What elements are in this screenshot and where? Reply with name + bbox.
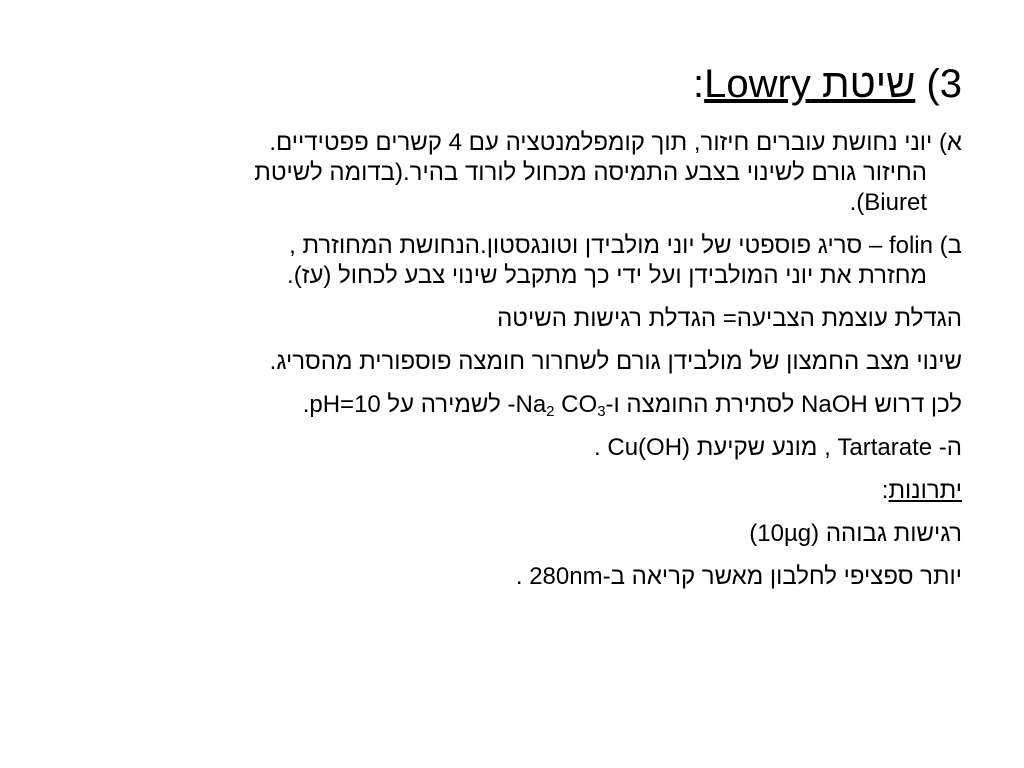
advantages-heading <box>22 476 962 506</box>
item-a-line-1: א) יוני נחושת עוברים חיזור, תוך קומפלמנטציה עם 4 קשרים פפטידיים. <box>269 129 962 156</box>
na-symbol: Na <box>515 391 547 418</box>
na-subscript: 2 <box>546 403 555 420</box>
title-number: 3) <box>926 62 962 106</box>
tartarate-line: ה- Tartarate , מונע שקיעת Cu(OH) . <box>594 434 962 461</box>
acid-release-line: שינוי מצב החמצון של מולבידן גורם לשחרור חומצה פוספורית מהסריג. <box>269 348 962 375</box>
co-symbol: CO <box>554 391 598 418</box>
item-a <box>22 128 962 218</box>
specificity-line: יותר ספציפי לחלבון מאשר קריאה ב-280nm . <box>515 563 962 590</box>
ph-lead: לכן דרוש NaOH לסתירת החומצה ו- <box>605 391 962 418</box>
ph-tail: - לשמירה על pH=10. <box>302 391 516 418</box>
title-method: שיטת Lowry <box>704 62 916 106</box>
item-a-line-2: החיזור גורם לשינוי בצבע התמיסה מכחול לורוד בהיר.(בדומה לשיטת <box>254 159 927 186</box>
advantages-heading-colon: : <box>881 477 889 504</box>
ph-line <box>22 390 962 420</box>
title-colon: : <box>693 62 705 106</box>
slide-title <box>693 60 962 108</box>
sensitivity-line: הגדלת עוצמת הצביעה= הגדלת רגישות השיטה <box>497 305 962 332</box>
item-b <box>22 231 962 291</box>
high-sensitivity-line: רגישות גבוהה (10µg) <box>749 520 962 547</box>
item-a-line-3: Biuret). <box>849 189 927 216</box>
slide-body <box>22 128 962 605</box>
advantages-heading-label: יתרונות <box>888 477 962 504</box>
na2co3-formula <box>515 391 605 418</box>
item-b-line-1: ב) folin – סריג פוספטי של יוני מולבידן וטונגסטון.הנחושת המחוזרת , <box>289 232 962 259</box>
item-b-line-2: מחזרת את יוני המולבידן ועל ידי כך מתקבל שינוי צבע לכחול (עז). <box>287 262 927 289</box>
co-subscript: 3 <box>597 403 606 420</box>
